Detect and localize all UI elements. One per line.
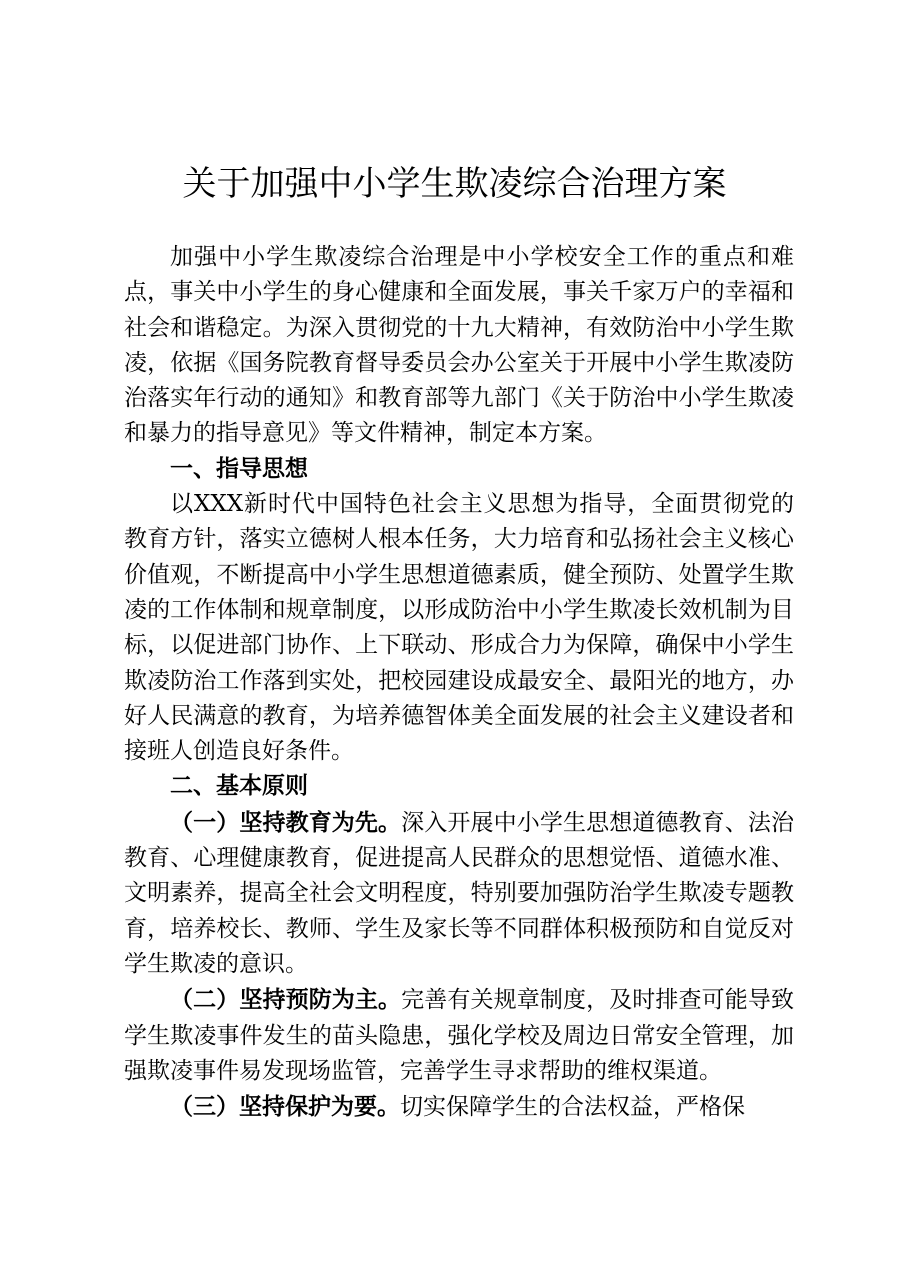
principle-paragraph-3 bbox=[124, 1089, 794, 1125]
document-title: 关于加强中小学生欺凌综合治理方案 bbox=[182, 164, 727, 204]
principle-paragraph-1 bbox=[124, 805, 794, 982]
principle-text-3: 切实保障学生的合法权益，严格保 bbox=[400, 1094, 745, 1121]
principle-lead-1: （一）坚持教育为先。 bbox=[170, 808, 402, 836]
guiding-ideology-paragraph: 以XXX新时代中国特色社会主义思想为指导，全面贯彻党的教育方针，落实立德树人根本任务，大力培育和弘扬社会主义核心价值观，不断提高中小学生思想道德素质，健全预防、处置学生欺凌的工作体制和规章制度，以形成防治中小学生欺凌长效机制为目标，以促进部门协作、上下联动、形成合力为保障，确保中小学生欺凌防治工作落到实处，把校园建设成最安全、最阳光的地方，办好人民满意的教育，为培养德智体美全面发展的社会主义建设者和接班人创造良好条件。 bbox=[124, 491, 794, 765]
principle-lead-3: （三）坚持保护为要。 bbox=[170, 1093, 400, 1121]
principle-lead-2: （二）坚持预防为主。 bbox=[170, 986, 402, 1014]
section-heading-guiding-ideology: 一、指导思想 bbox=[170, 455, 308, 482]
principle-paragraph-2 bbox=[124, 982, 794, 1089]
section-heading-basic-principles: 二、基本原则 bbox=[170, 773, 308, 800]
intro-paragraph: 加强中小学生欺凌综合治理是中小学校安全工作的重点和难点，事关中小学生的身心健康和全面发展，事关千家万户的幸福和社会和谐稳定。为深入贯彻党的十九大精神，有效防治中小学生欺凌，依据《国务院教育督导委员会办公室关于开展中小学生欺凌防治落实年行动的通知》和教育部等九部门《关于防治中小学生欺凌和暴力的指导意见》等文件精神，制定本方案。 bbox=[124, 244, 794, 447]
principle-text-2: 完善有关规章制度，及时排查可能导致学生欺凌事件发生的苗头隐患，强化学校及周边日常安全管理，加强欺凌事件易发现场监管，完善学生寻求帮助的维权渠道。 bbox=[124, 987, 795, 1084]
document-body bbox=[124, 240, 794, 1125]
principle-text-1: 深入开展中小学生思想道德教育、法治教育、心理健康教育，促进提高人民群众的思想觉悟、道德水准、文明素养，提高全社会文明程度，特别要加强防治学生欺凌专题教育，培养校长、教师、学生及家长等不同群体积极预防和自觉反对学生欺凌的意识。 bbox=[124, 809, 795, 977]
